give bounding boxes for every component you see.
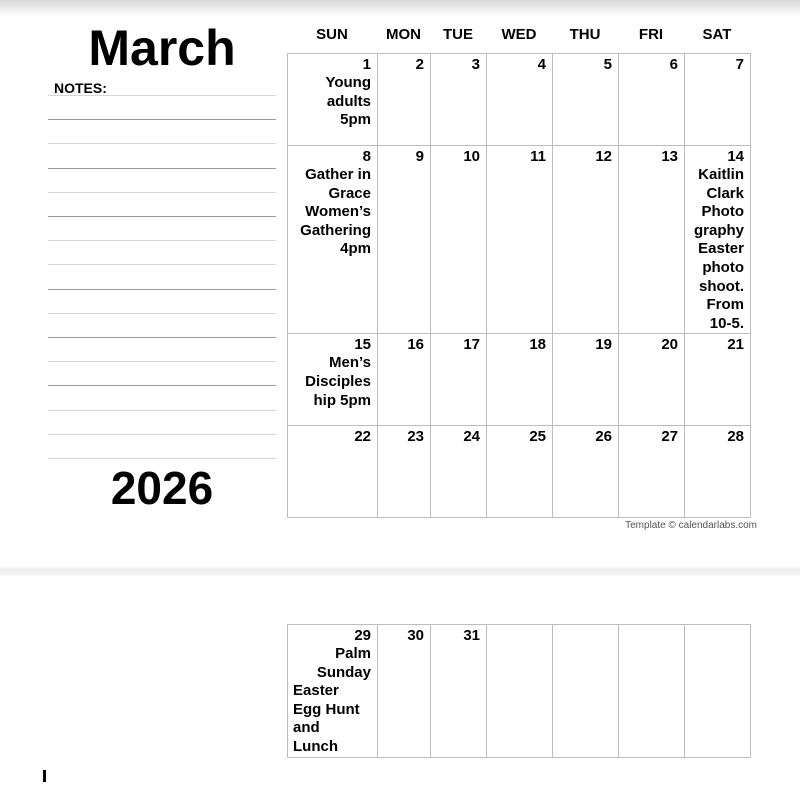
day-cell[interactable] — [378, 334, 431, 426]
day-number: 27 — [661, 428, 678, 446]
day-number: 9 — [415, 148, 424, 165]
note-line — [48, 361, 276, 362]
note-line — [48, 216, 276, 217]
text-cursor — [43, 770, 46, 782]
note-line — [48, 143, 276, 144]
note-line — [48, 434, 276, 435]
note-line — [48, 119, 276, 120]
calendar-grid — [287, 53, 751, 518]
day-number: 16 — [407, 336, 424, 354]
day-number: 18 — [529, 336, 546, 354]
day-number: 20 — [661, 336, 678, 354]
day-number: 15 — [354, 336, 371, 354]
template-credit: Template © calendarlabs.com — [625, 520, 757, 531]
day-number: 30 — [407, 627, 424, 644]
day-number: 21 — [727, 336, 744, 354]
day-number: 3 — [471, 56, 480, 73]
week-row-3 — [288, 334, 751, 426]
day-number: 11 — [530, 148, 546, 165]
day-number: 10 — [463, 148, 480, 165]
day-cell[interactable] — [619, 334, 685, 426]
day-cell[interactable] — [288, 625, 378, 758]
day-number — [685, 625, 750, 627]
day-number: 28 — [727, 428, 744, 446]
day-number: 2 — [415, 56, 424, 73]
week-row-4 — [288, 426, 751, 518]
week-row-1 — [288, 54, 751, 146]
page-break — [0, 566, 800, 576]
day-number: 4 — [537, 56, 546, 73]
day-number: 31 — [463, 627, 480, 644]
day-number: 14 — [727, 148, 744, 165]
day-cell[interactable] — [487, 334, 553, 426]
day-number — [487, 625, 552, 627]
day-number: 29 — [354, 627, 371, 644]
event-text: Gather in Grace Women’s Gathering 4pm — [300, 166, 371, 258]
event-text: Young adults 5pm — [325, 74, 371, 129]
note-line — [48, 313, 276, 314]
day-number: 13 — [661, 148, 678, 165]
note-line — [48, 192, 276, 193]
day-number: 25 — [529, 428, 546, 446]
week-row-2 — [288, 146, 751, 334]
year-title: 2026 — [110, 462, 214, 514]
note-line — [48, 337, 276, 338]
day-cell[interactable] — [288, 426, 378, 518]
day-number: 24 — [463, 428, 480, 446]
day-number: 26 — [595, 428, 612, 446]
day-cell[interactable] — [378, 54, 431, 146]
day-number: 23 — [407, 428, 424, 446]
day-cell[interactable] — [431, 146, 487, 334]
day-number — [619, 625, 684, 627]
day-cell[interactable] — [487, 625, 553, 758]
day-cell[interactable] — [619, 426, 685, 518]
day-cell[interactable] — [685, 146, 751, 334]
day-number: 17 — [463, 336, 480, 354]
day-cell[interactable] — [487, 426, 553, 518]
day-cell[interactable] — [431, 625, 487, 758]
event-text: Men’s Disciples hip 5pm — [305, 354, 371, 409]
calendar-overflow-grid — [287, 624, 751, 758]
weekday-thu: THU — [569, 26, 601, 43]
day-cell[interactable] — [685, 426, 751, 518]
day-cell[interactable] — [553, 426, 619, 518]
weekday-wed: WED — [501, 26, 537, 43]
note-line — [48, 385, 276, 386]
day-cell[interactable] — [553, 625, 619, 758]
note-line — [48, 410, 276, 411]
notes-label: NOTES: — [54, 80, 107, 96]
week-row-5 — [288, 625, 751, 758]
weekday-mon: MON — [386, 26, 421, 43]
day-cell[interactable] — [553, 146, 619, 334]
day-cell[interactable] — [378, 625, 431, 758]
note-line — [48, 240, 276, 241]
day-cell[interactable] — [685, 54, 751, 146]
day-number: 1 — [362, 56, 371, 73]
event-text-continued: Easter Egg Hunt and Lunch — [293, 682, 360, 755]
day-cell[interactable] — [487, 146, 553, 334]
weekday-fri: FRI — [638, 26, 664, 43]
day-cell[interactable] — [553, 54, 619, 146]
day-cell[interactable] — [288, 54, 378, 146]
day-number: 8 — [362, 148, 371, 165]
day-number: 7 — [735, 56, 744, 73]
day-cell[interactable] — [431, 334, 487, 426]
note-line — [48, 264, 276, 265]
day-cell[interactable] — [431, 426, 487, 518]
event-text: Kaitlin Clark Photo graphy Easter photo shoot. From 10-5. — [693, 166, 744, 332]
day-cell[interactable] — [288, 146, 378, 334]
day-number: 6 — [669, 56, 678, 73]
day-number: 22 — [354, 428, 371, 446]
day-cell[interactable] — [487, 54, 553, 146]
month-title: March — [88, 20, 236, 76]
day-number: 12 — [595, 148, 612, 165]
weekday-sat: SAT — [702, 26, 732, 43]
day-cell[interactable] — [553, 334, 619, 426]
note-line — [48, 289, 276, 290]
day-number — [553, 625, 618, 627]
note-line — [48, 458, 276, 459]
weekday-tue: TUE — [443, 26, 473, 43]
event-text: Palm Sunday — [316, 645, 371, 681]
day-cell[interactable] — [619, 54, 685, 146]
day-cell[interactable] — [619, 625, 685, 758]
day-number: 5 — [603, 56, 612, 73]
page-top-shadow — [0, 0, 800, 16]
weekday-sun: SUN — [316, 26, 348, 43]
day-cell[interactable] — [685, 625, 751, 758]
note-line — [48, 168, 276, 169]
day-cell[interactable] — [288, 334, 378, 426]
day-cell[interactable] — [431, 54, 487, 146]
day-cell[interactable] — [685, 334, 751, 426]
day-cell[interactable] — [378, 426, 431, 518]
note-line — [48, 95, 276, 96]
day-number: 19 — [595, 336, 612, 354]
day-cell[interactable] — [378, 146, 431, 334]
day-cell[interactable] — [619, 146, 685, 334]
